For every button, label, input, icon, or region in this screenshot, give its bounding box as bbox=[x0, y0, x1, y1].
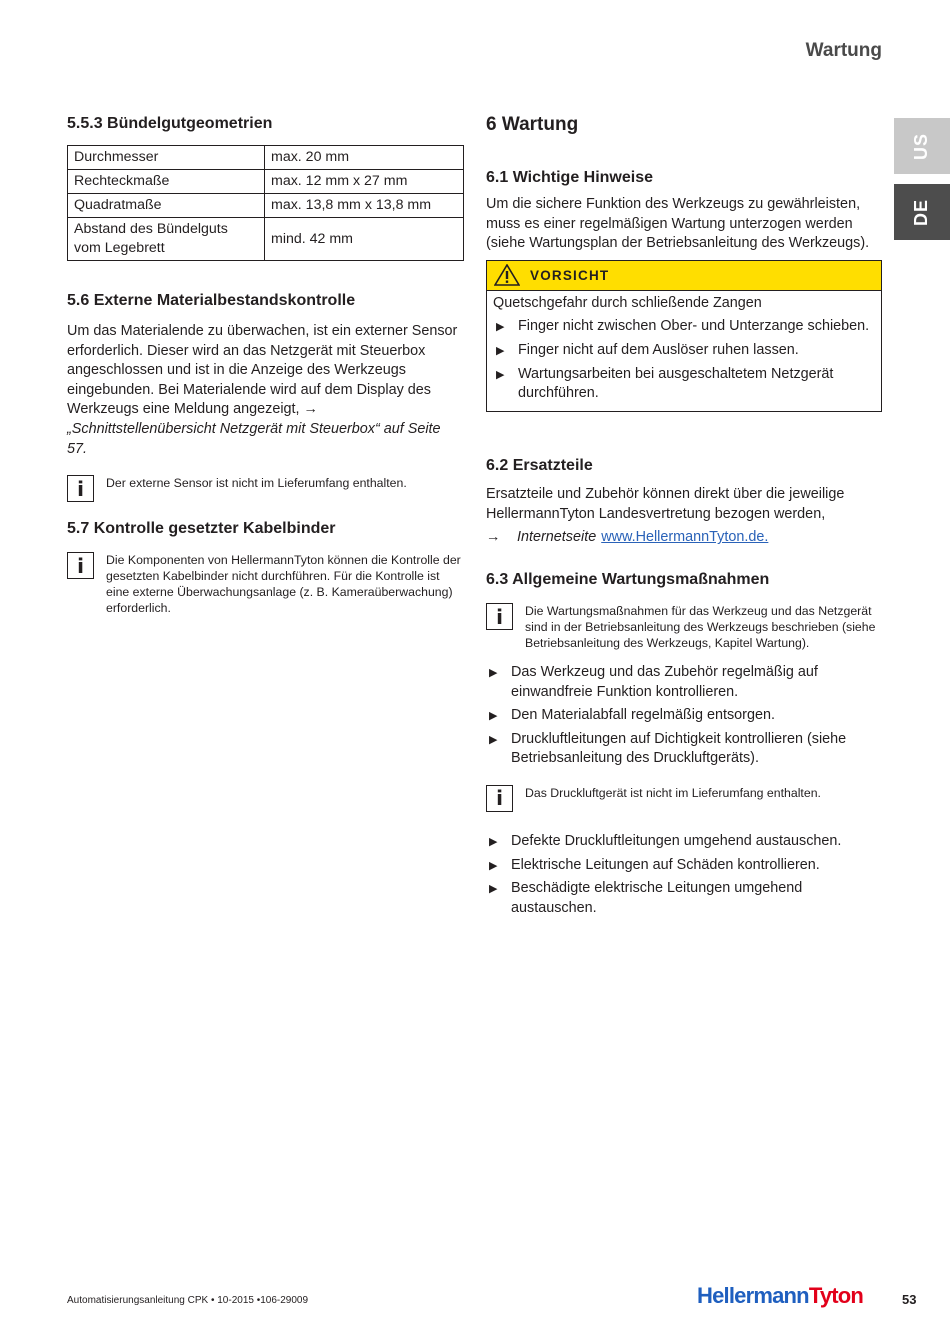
chapter-heading: 6 Wartung bbox=[486, 114, 579, 135]
list-item bbox=[486, 663, 882, 702]
bullet-triangle-icon: ▶ bbox=[489, 883, 498, 896]
info-note-text: Die Komponenten von HellermannTyton können die Kontrolle der gesetzten Kabelbinder nicht durchführen. Für die Kontrolle ist eine externe Überwachungsanlage (z. B. Kameraüberwachung) erforderlich. bbox=[106, 553, 461, 615]
info-icon: i bbox=[67, 475, 94, 502]
language-tab-de-label: DE bbox=[911, 198, 932, 226]
chapter-6 bbox=[486, 114, 882, 136]
section-heading: 5.5.3 Bündelgutgeometrien bbox=[67, 115, 273, 132]
list-item bbox=[493, 365, 875, 404]
footer-document-info: Automatisierungsanleitung CPK • 10-2015 •106-29009 bbox=[67, 1295, 309, 1306]
table-cell-value: max. 20 mm bbox=[265, 146, 464, 170]
table-cell-value: max. 13,8 mm x 13,8 mm bbox=[265, 194, 464, 218]
section-heading: 6.2 Ersatzteile bbox=[486, 457, 593, 474]
info-note-text: Das Druckluftgerät ist nicht im Lieferumfang enthalten. bbox=[525, 785, 821, 800]
list-item bbox=[493, 317, 875, 337]
table-row bbox=[68, 194, 464, 218]
info-icon: i bbox=[486, 603, 513, 630]
section-5-7 bbox=[67, 520, 464, 616]
list-item bbox=[486, 832, 882, 852]
section-6-3 bbox=[486, 571, 882, 922]
language-tab-de[interactable] bbox=[894, 184, 950, 240]
cross-ref-arrow: → bbox=[303, 401, 318, 418]
list-item-text: Wartungsarbeiten bei ausgeschaltetem Netzgerät durchführen. bbox=[518, 365, 834, 402]
info-note bbox=[67, 475, 464, 502]
list-item-text: Elektrische Leitungen auf Schäden kontrollieren. bbox=[511, 856, 820, 873]
section-5-6 bbox=[67, 292, 464, 502]
section-heading: 5.7 Kontrolle gesetzter Kabelbinder bbox=[67, 520, 336, 537]
bullet-triangle-icon: ▶ bbox=[496, 344, 505, 357]
list-item-text: Finger nicht zwischen Ober- und Unterzange schieben. bbox=[518, 318, 870, 335]
website-prefix: Internetseite bbox=[517, 529, 597, 546]
brand-logo bbox=[697, 1283, 863, 1309]
info-note bbox=[486, 785, 882, 812]
info-icon: i bbox=[486, 785, 513, 812]
brand-logo-part-1: Hellermann bbox=[697, 1283, 809, 1308]
section-text: Um die sichere Funktion des Werkzeugs zu gewährleisten, muss es einer regelmäßigen Wartung unterzogen werden (siehe Wartungsplan der Betriebsanleitung des Werkzeugs). bbox=[486, 196, 870, 252]
section-heading: 6.3 Allgemeine Wartungsmaßnahmen bbox=[486, 571, 770, 588]
table-cell-value: max. 12 mm x 27 mm bbox=[265, 170, 464, 194]
language-tab-us-label: US bbox=[911, 132, 932, 160]
section-heading: 5.6 Externe Materialbestandskontrolle bbox=[67, 292, 356, 309]
bullet-triangle-icon: ▶ bbox=[489, 710, 498, 723]
list-item bbox=[486, 856, 882, 876]
list-item bbox=[486, 879, 882, 918]
list-item-text: Druckluftleitungen auf Dichtigkeit kontrollieren (siehe Betriebsanleitung des Druckluftgeräts). bbox=[511, 730, 847, 767]
page-number: 53 bbox=[902, 1292, 917, 1307]
table-cell-key: Abstand des Bündelguts vom Legebrett bbox=[68, 218, 265, 261]
website-reference bbox=[486, 528, 882, 548]
section-text: Ersatzteile und Zubehör können direkt über die jeweilige HellermannTyton Landesvertretung bezogen werden, bbox=[486, 486, 845, 522]
list-item bbox=[486, 706, 882, 726]
table-cell-key: Rechteckmaße bbox=[68, 170, 265, 194]
caution-box bbox=[486, 260, 882, 412]
section-6-2 bbox=[486, 457, 882, 548]
language-tab-us[interactable] bbox=[894, 118, 950, 174]
info-note bbox=[67, 552, 464, 616]
section-5-5-3 bbox=[67, 115, 464, 261]
caution-body bbox=[487, 291, 881, 411]
caution-label: VORSICHT bbox=[530, 267, 610, 283]
bullet-triangle-icon: ▶ bbox=[489, 733, 498, 746]
caution-header bbox=[487, 261, 881, 291]
table-row bbox=[68, 170, 464, 194]
bullet-triangle-icon: ▶ bbox=[496, 321, 505, 334]
info-note-text: Der externe Sensor ist nicht im Lieferumfang enthalten. bbox=[106, 476, 407, 491]
maintenance-list bbox=[486, 832, 882, 918]
list-item-text: Den Materialabfall regelmäßig entsorgen. bbox=[511, 707, 775, 724]
maintenance-list bbox=[486, 663, 882, 769]
website-link[interactable]: www.HellermannTyton.de. bbox=[601, 529, 769, 546]
section-text-main: Um das Materialende zu überwachen, ist ein externer Sensor erforderlich. Dieser wird an das Netzgerät mit Steuerbox angeschlossen und ist in die Anzeige des Werkzeugs eingebunden. Bei Materialende wird auf dem Display des Werkzeugs eine Meldung angezeigt, bbox=[67, 323, 458, 418]
cross-reference-link[interactable]: „Schnittstellenübersicht Netzgerät mit Steuerbox“ auf Seite 57. bbox=[67, 420, 441, 457]
section-text bbox=[67, 322, 464, 459]
info-note-text: Die Wartungsmaßnahmen für das Werkzeug und das Netzgerät sind in der Betriebsanleitung des Werkzeugs beschrieben (siehe Betriebsanleitung des Werkzeugs, Kapitel Wartung). bbox=[525, 604, 876, 650]
bullet-triangle-icon: ▶ bbox=[489, 667, 498, 679]
list-item-text: Beschädigte elektrische Leitungen umgehend austauschen. bbox=[511, 880, 803, 916]
section-heading: 6.1 Wichtige Hinweise bbox=[486, 169, 654, 186]
geometry-table bbox=[67, 145, 464, 261]
info-note bbox=[486, 603, 882, 651]
section-6-1 bbox=[486, 169, 882, 412]
table-row bbox=[68, 218, 464, 261]
info-icon: i bbox=[67, 552, 94, 579]
list-item-text: Das Werkzeug und das Zubehör regelmäßig auf einwandfreie Funktion kontrollieren. bbox=[511, 664, 818, 700]
brand-logo-part-2: Tyton bbox=[808, 1283, 864, 1308]
caution-title: Quetschgefahr durch schließende Zangen bbox=[493, 294, 762, 311]
bullet-triangle-icon: ▶ bbox=[489, 835, 498, 848]
list-item bbox=[493, 341, 875, 361]
bullet-triangle-icon: ▶ bbox=[496, 368, 505, 381]
table-cell-key: Quadratmaße bbox=[68, 194, 265, 218]
table-cell-value: mind. 42 mm bbox=[265, 218, 464, 261]
table-row bbox=[68, 146, 464, 170]
bullet-triangle-icon: ▶ bbox=[489, 859, 498, 872]
table-cell-key: Durchmesser bbox=[68, 146, 265, 170]
arrow-right-icon: → bbox=[486, 529, 501, 546]
list-item bbox=[486, 730, 882, 769]
list-item-text: Finger nicht auf dem Auslöser ruhen lassen. bbox=[518, 341, 799, 358]
page-header-title: Wartung bbox=[805, 40, 882, 61]
warning-triangle-icon bbox=[494, 264, 520, 286]
caution-list bbox=[493, 317, 875, 403]
list-item-text: Defekte Druckluftleitungen umgehend austauschen. bbox=[511, 832, 842, 849]
